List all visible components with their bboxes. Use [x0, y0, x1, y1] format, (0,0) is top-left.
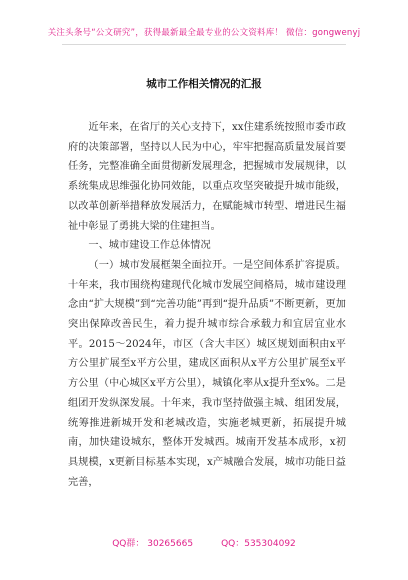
intro-paragraph: 近年来，在省厅的关心支持下，xx住建系统按照市委市政府的决策部署，坚持以人民为中心，牢牢把握高质量发展首要任务，完整准确全面贯彻新发展理念，把握城市发展规律，以系统集成思维强化协同效能，以重点攻坚突破提升城市能级，以改革创新举措释放发展活力，在赋能城市转型、增进民生福祉中彰显了勇挑大梁的住建担当。	[68, 122, 346, 232]
footer-qq: QQ：535304092	[221, 539, 296, 549]
document-body	[68, 118, 346, 492]
header-banner: 关注头条号“公文研究”，获得最新最全最专业的公文资料库！ 微信：gongwenyj	[47, 28, 361, 38]
section-heading: 一、城市建设工作总体情况	[88, 240, 211, 252]
footer-qq-group: QQ群： 30265665	[112, 539, 194, 549]
footer-contact	[0, 536, 408, 549]
body-paragraph: （一）城市发展框架全面拉开。一是空间体系扩容提质。十年来，我市围绕构建现代化城市发展空间格局，城市建设理念由“扩大规模”到“完善功能”再到“提升品质”不断更新，更加突出保障改善民生，着力提升城市综合承载力和宜居宜业水平。2015～2024年，市区（含大丰区）城区规划面积由x平方公里扩展至x平方公里，建成区面积从x平方公里扩展至x平方公里（中心城区x平方公里），城镇化率从x提升至x%。二是组团开发纵深发展。十年来，我市坚持做强主城、组团发展，统筹推进新城开发和老城改造，实施老城更新，拓展提升城南，加快建设城东，整体开发城西。城南开发基本成形，x初具规模，x更新目标基本实现，x产城融合发展，城市功能日益完善，	[68, 259, 346, 488]
header-divider	[62, 44, 346, 45]
document-title: 城市工作相关情况的汇报	[146, 78, 262, 90]
